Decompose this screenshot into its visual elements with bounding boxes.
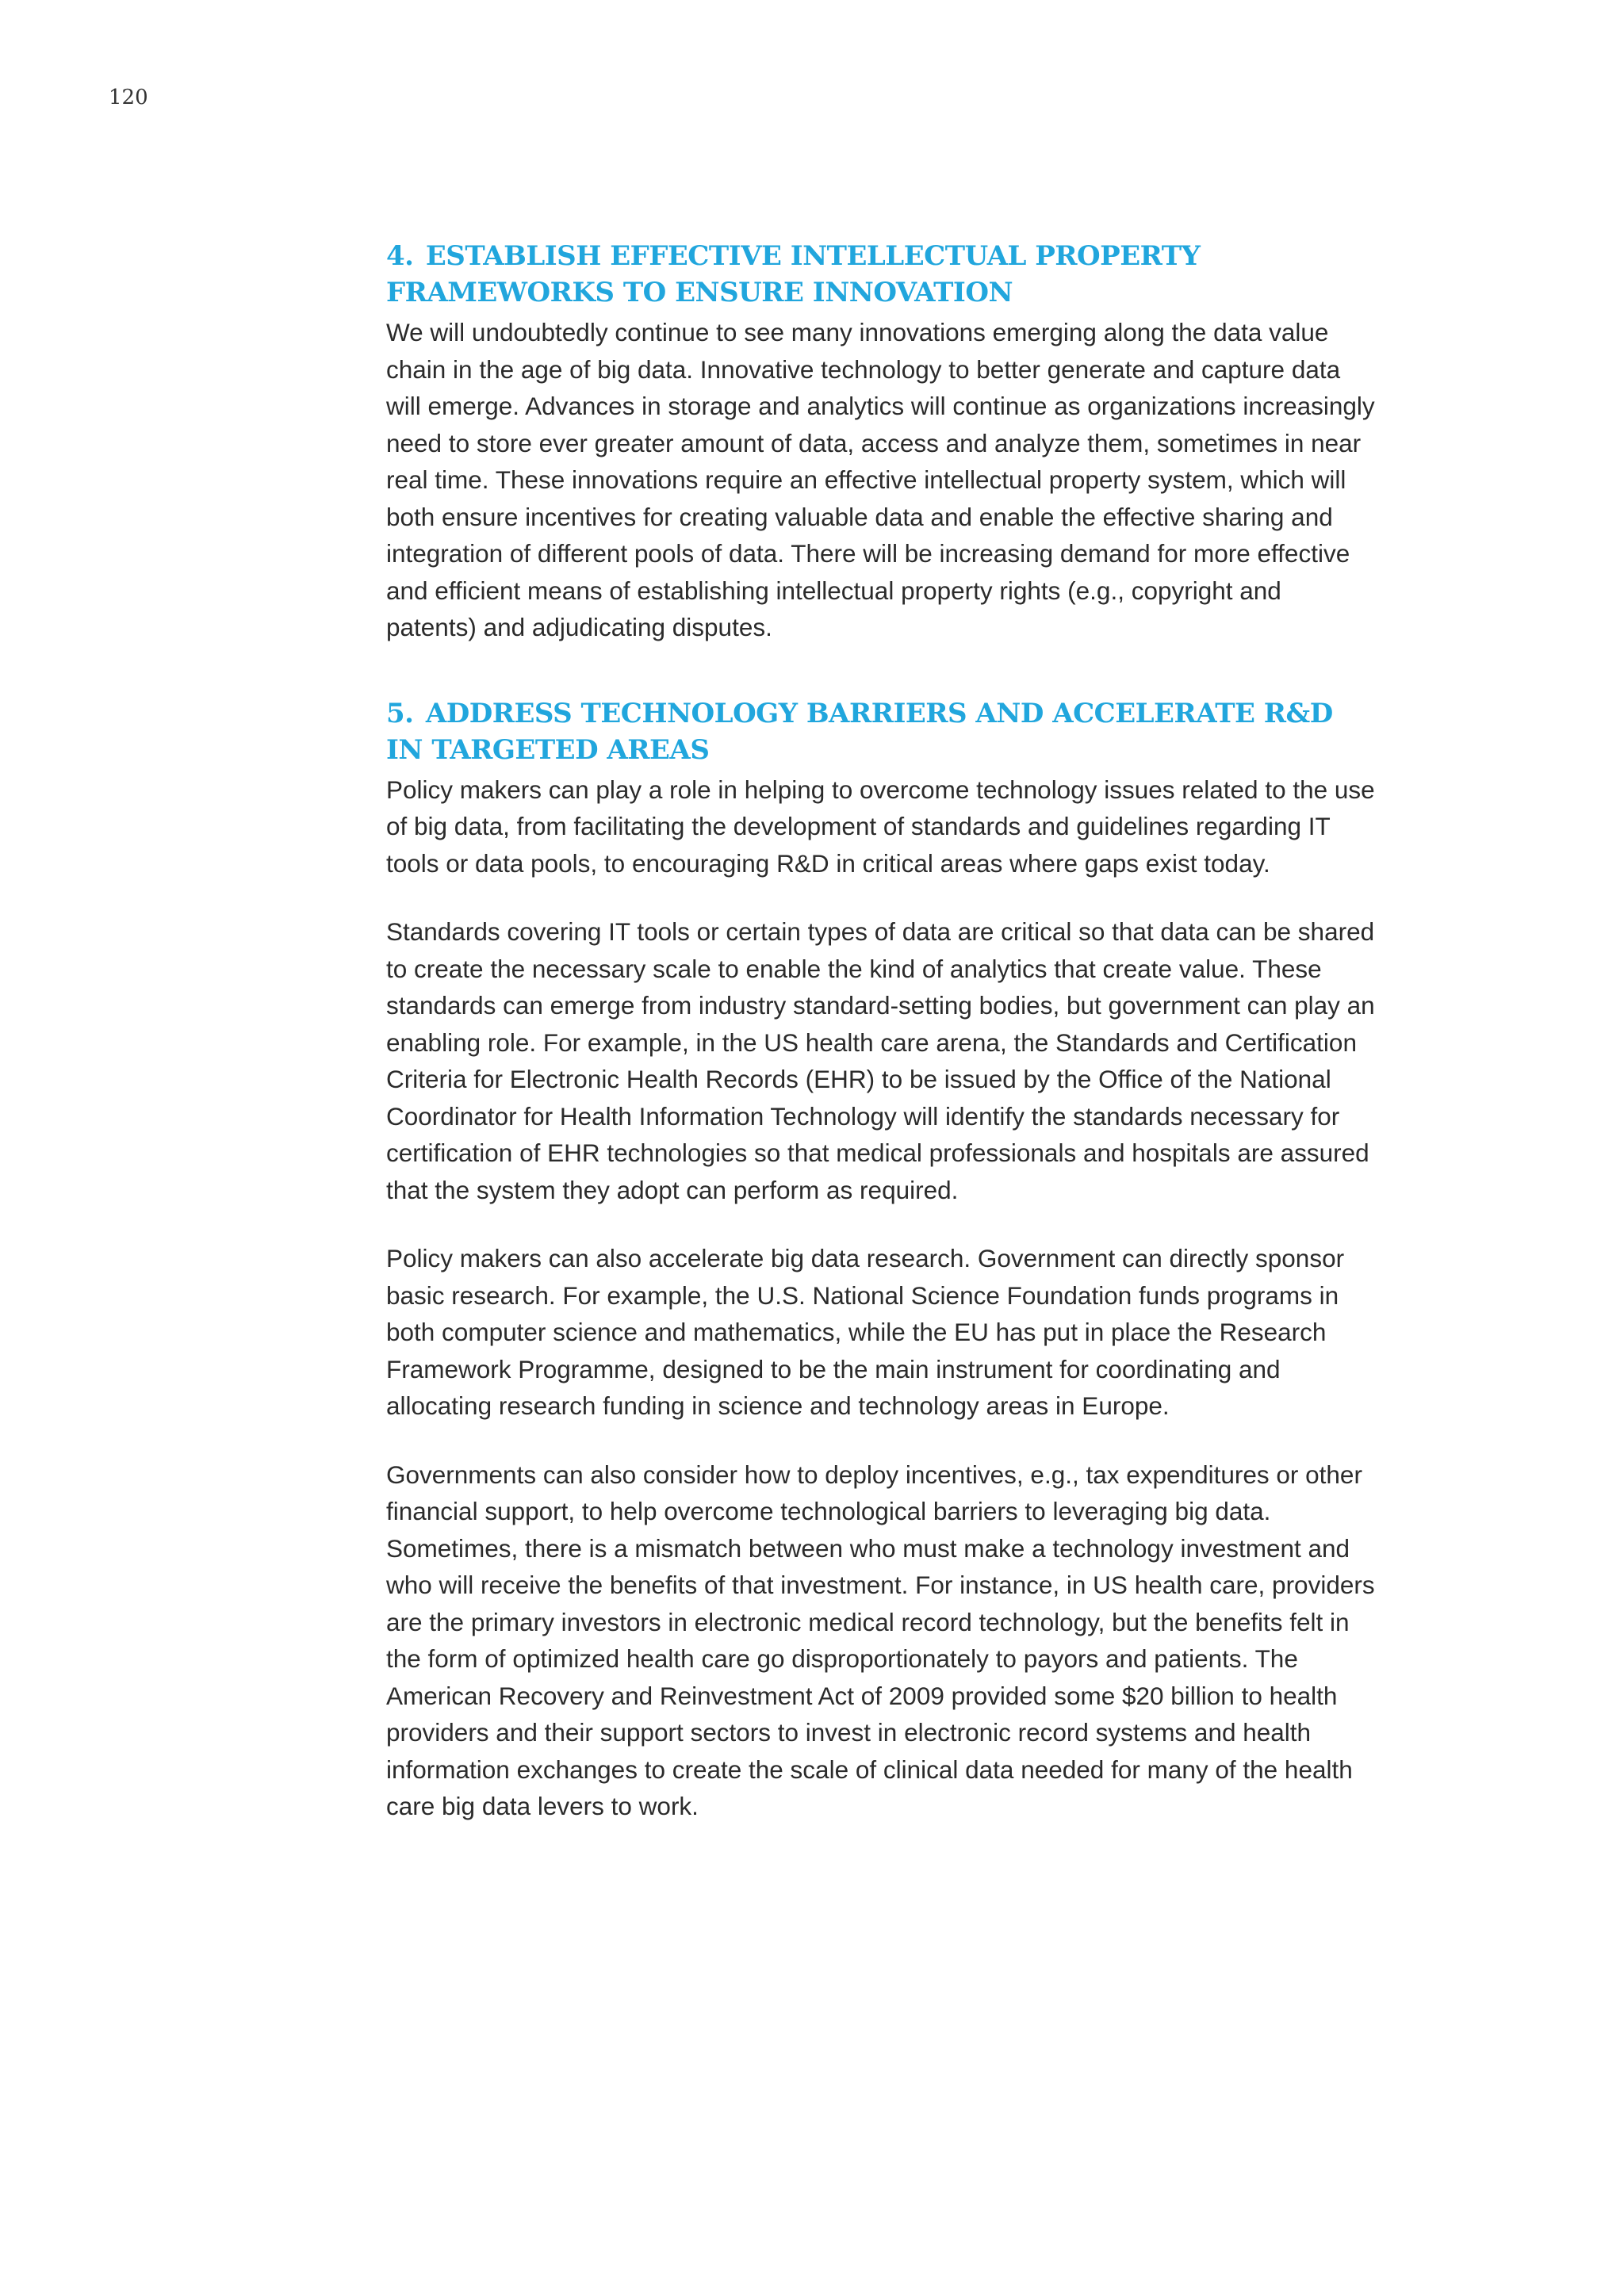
section-5	[386, 695, 1377, 1825]
paragraph: Policy makers can play a role in helping to overcome technology issues related to the use of big data, from facilitating the development of standards and guidelines regarding IT tools or data pools, to encouraging R&D in critical areas where gaps exist today.	[386, 775, 1375, 878]
section-heading	[386, 238, 1377, 311]
section-title: ESTABLISH EFFECTIVE INTELLECTUAL PROPERTY FRAMEWORKS TO ENSURE INNOVATION	[386, 240, 1201, 308]
page-number: 120	[109, 86, 148, 109]
paragraph: We will undoubtedly continue to see many innovations emerging along the data value chain in the age of big data. Innovative technology to better generate and capture data will emerge. Advances in storage and analytics will continue as organizations increasingly need to store ever greater amount of data, access and analyze them, sometimes in near real time. These innovations require an effective intellectual property system, which will both ensure incentives for creating valuable data and enable the effective sharing and integration of different pools of data. There will be increasing demand for more effective and efficient means of establishing intellectual property rights (e.g., copyright and patents) and adjudicating disputes.	[386, 318, 1375, 641]
section-heading	[386, 695, 1377, 768]
section-number: 5.	[386, 697, 414, 729]
section-number: 4.	[386, 240, 414, 272]
section-4	[386, 238, 1377, 646]
paragraph: Governments can also consider how to deploy incentives, e.g., tax expenditures or other financial support, to help overcome technological barriers to leveraging big data. Sometimes, there is a mismatch between who must make a technology investment and who will receive the benefits of that investment. For instance, in US health care, providers are the primary investors in electronic medical record technology, but the benefits felt in the form of optimized health care go disproportionately to payors and patients. The American Recovery and Reinvestment Act of 2009 provided some $20 billion to health providers and their support sectors to invest in electronic record systems and health information exchanges to create the scale of clinical data needed for many of the health care big data levers to work.	[386, 1460, 1375, 1820]
section-title: ADDRESS TECHNOLOGY BARRIERS AND ACCELERATE R&D IN TARGETED AREAS	[386, 697, 1333, 766]
document-body	[386, 238, 1377, 1825]
paragraph: Policy makers can also accelerate big data research. Government can directly sponsor basic research. For example, the U.S. National Science Foundation funds programs in both computer science and mathematics, while the EU has put in place the Research Framework Programme, designed to be the main instrument for coordinating and allocating research funding in science and technology areas in Europe.	[386, 1244, 1345, 1420]
paragraph: Standards covering IT tools or certain types of data are critical so that data can be shared to create the necessary scale to enable the kind of analytics that create value. These standards can emerge from industry standard-setting bodies, but government can play an enabling role. For example, in the US health care arena, the Standards and Certification Criteria for Electronic Health Records (EHR) to be issued by the Office of the National Coordinator for Health Information Technology will identify the standards necessary for certification of EHR technologies so that medical professionals and hospitals are assured that the system they adopt can perform as required.	[386, 917, 1375, 1204]
